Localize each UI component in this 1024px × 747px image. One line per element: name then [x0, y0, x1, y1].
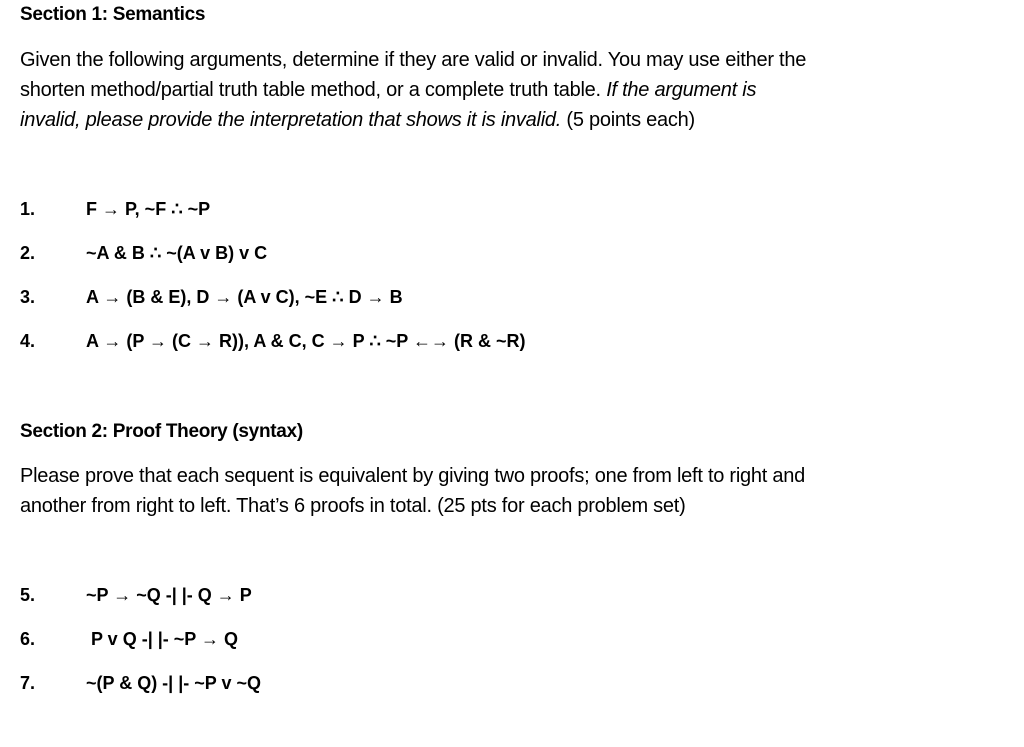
section-1-instructions	[20, 45, 806, 135]
problem-number: 1.	[20, 199, 36, 219]
instructions-line-2	[20, 75, 806, 105]
problem-text: ~(P & Q) -| |- ~P v ~Q	[86, 673, 261, 693]
problem-4	[20, 331, 526, 352]
problem-5	[20, 585, 252, 606]
problem-text: P v Q -| |- ~P → Q	[86, 629, 238, 649]
problem-number: 4.	[20, 331, 36, 351]
problem-text: F → P, ~F ∴ ~P	[86, 199, 211, 219]
instructions-line-3	[20, 105, 806, 135]
section-2-title: Section 2: Proof Theory (syntax)	[20, 421, 303, 442]
problem-3	[20, 287, 403, 308]
problem-text: ~A & B ∴ ~(A v B) v C	[86, 243, 268, 263]
instructions-line-2: another from right to left. That’s 6 proofs in total. (25 pts for each problem set)	[20, 495, 686, 517]
problem-2	[20, 243, 267, 264]
problem-number: 2.	[20, 243, 36, 263]
problem-number: 7.	[20, 673, 36, 693]
instructions-line-1: Please prove that each sequent is equivalent by giving two proofs; one from left to right and	[20, 465, 806, 487]
problem-7	[20, 673, 261, 694]
problem-number: 6.	[20, 629, 36, 649]
problem-text: A → (P → (C → R)), A & C, C → P ∴ ~P ←→ (R & ~R)	[86, 331, 526, 351]
points-text: (5 points each)	[566, 109, 695, 131]
problem-number: 5.	[20, 585, 36, 605]
problem-text: A → (B & E), D → (A v C), ~E ∴ D → B	[86, 287, 403, 307]
text: shorten method/partial truth table method, or a complete truth table.	[20, 79, 601, 101]
problem-number: 3.	[20, 287, 36, 307]
section-1-title: Section 1: Semantics	[20, 4, 206, 25]
section-2-instructions	[20, 461, 805, 521]
italic-text: invalid, please provide the interpretation that shows it is invalid.	[20, 109, 562, 131]
problem-text: ~P → ~Q -| |- Q → P	[86, 585, 252, 605]
instructions-line-1: Given the following arguments, determine if they are valid or invalid. You may use either the	[20, 49, 807, 71]
italic-text: If the argument is	[606, 79, 757, 101]
problem-1	[20, 199, 210, 220]
problem-6	[20, 629, 238, 650]
